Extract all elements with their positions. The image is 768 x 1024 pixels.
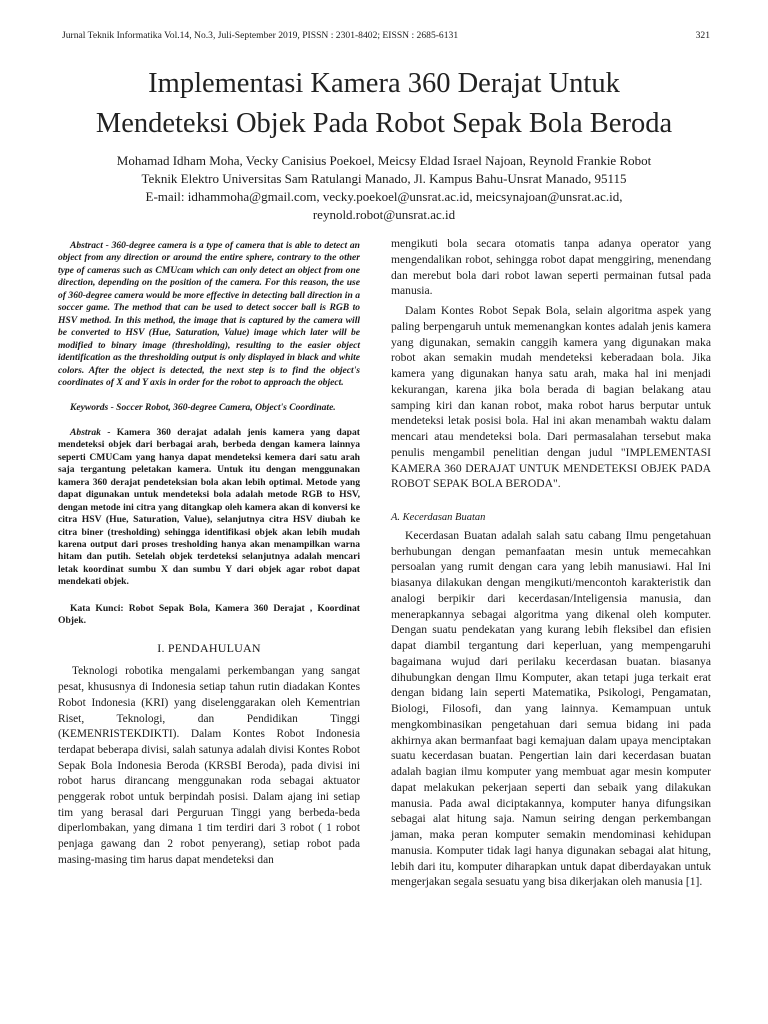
section-heading-pendahuluan: I. PENDAHULUAN bbox=[157, 640, 261, 655]
page-number: 321 bbox=[695, 30, 710, 41]
body-paragraph: Kecerdasan Buatan adalah salah satu cabang Ilmu pengetahuan berhubungan dengan pemanfaatan mesin untuk memecahkan persoalan yang rumit dengan cara yang lebih manusiawi. Hal Ini biasanya dilakukan dengan mengikuti/mencontoh karakteristik dan analogi berpikir dari kecerdasan/Inteligensia manusia, dan menerapkannya sebagai algoritma yang dikenal oleh komputer. Dengan suatu pendekatan yang kurang lebih fleksibel dan efisien dapat diambil tergantung dari keperluan, yang mempengaruhi bagaimana wujud dari perilaku kecerdasan buatan. biasanya dihubungkan dengan Ilmu Komputer, akan tetapi juga terkait erat dengan bidang lain seperti Matematika, Psikologi, Pengamatan, Biologi, Filosofi, dan yang lainnya. Kemampuan untuk mengkombinasikan pengetahuan dari semua bidang ini pada akhirnya akan bermanfaat bagi kemajuan dalam upaya menciptakan suatu kecerdasan buatan. Pengertian lain dari kecerdasan buatan adalah bagian ilmu komputer yang membuat agar mesin komputer dapat melakukan pekerjaan seperti dan sebaik yang dilakukan manusia. Pada awal diciptakannya, komputer hanya difungsikan sebagai alat hitung saja. Namun seiring dengan perkembangan jaman, maka peran komputer semakin mendominasi kehidupan manusia. Komputer tidak lagi hanya digunakan sebagai alat hitung, lebih dari itu, komputer diharapkan untuk dapat diberdayakan untuk mengerjakan segala sesuatu yang bisa dikerjakan oleh manusia [1]. bbox=[391, 528, 711, 889]
abstract-indonesian-lead: Abstrak bbox=[70, 426, 101, 438]
body-paragraph: Dalam Kontes Robot Sepak Bola, selain algoritma aspek yang paling berpengaruh untuk memenangkan kontes adalah jenis kamera yang digunakan, semakin canggih kamera yang digunakan maka robot akan semakin mudah mendeteksi keberadaan bola. Jika kamera yang digunakan hanya satu arah, maka hal ini menjadi kekurangan, karena jika bola berada di bagian belakang atau samping kiri dan kanan robot, maka robot harus berputar untuk mendeteksi letak posisi bola. Hal ini akan menambah waktu dalam mencari atau mendeteksi bola. Dari permasalahan tersebut maka penulis mengambil penelitian dengan judul "IMPLEMENTASI KAMERA 360 DERAJAT UNTUK MENDETEKSI OBJEK PADA ROBOT SEPAK BOLA BERODA". bbox=[391, 304, 711, 491]
keywords-english: Keywords - Soccer Robot, 360-degree Camera, Object's Coordinate. bbox=[70, 402, 336, 414]
body-paragraph: mengikuti bola secara otomatis tanpa adanya operator yang mengendalikan robot, sehingga robot dapat menggiring, menendang dan merebut bola dari robot lawan seperti permainan futsal pada manusia. bbox=[391, 237, 711, 298]
title-line-2: Mendeteksi Objek Pada Robot Sepak Bola Beroda bbox=[95, 108, 673, 139]
title-line-1: Implementasi Kamera 360 Derajat Untuk bbox=[148, 68, 620, 99]
paper-title bbox=[40, 64, 728, 144]
author-emails-line-1: E-mail: idhammoha@gmail.com, vecky.poekoel@unsrat.ac.id, meicsynajoan@unsrat.ac.id, bbox=[145, 189, 623, 204]
running-header bbox=[62, 30, 710, 41]
author-emails-line-2: reynold.robot@unsrat.ac.id bbox=[312, 207, 456, 222]
right-column bbox=[391, 236, 711, 890]
body-paragraph: Teknologi robotika mengalami perkembangan yang sangat pesat, khususnya di Indonesia setiap tahun rutin diadakan Kontes Robot Indonesia (KRI) yang diselenggarakan oleh Kementrian Riset, Teknologi, dan Pendidikan Tinggi (KEMENRISTEKDIKTI). Dalam Kontes Robot Indonesia terdapat beberapa divisi, salah satunya adalah divisi Kontes Robot Sepak Bola Indonesia Beroda (KRSBI Beroda), pada divisi ini robot harus dirancang menggunakan roda sebagai aktuator penggerak robot untuk berpindah posisi. Dalam ajang ini setiap tim yang berasal dari Perguruan Tinggi yang berbeda-beda diperlombakan, yang dimana 1 tim terdiri dari 3 robot ( 1 robot penjaga gawang dan 2 robot penyerang), setiap robot pada masing-masing tim harus dapat mendeteksi dan bbox=[58, 665, 360, 866]
abstract-english: Abstract - 360-degree camera is a type of camera that is able to detect an object from any direction or around the entire sphere, contrary to the other type of cameras such as CMUcam which can only detect an object from one direction, depending on the position of the camera. For this reason, the use of 360-degree camera would be more effective in detecting ball direction in a soccer game. The method that can be used to detect soccer ball is RGB to HSV method. In this method, the image that is captured by the camera will be converted to HSV (Hue, Saturation, Value) image which later will be modified to binary image (thresholding), resulting to the easier object identification as the thresholding output is only displayed in black and white colors. After the object is detected, the next step is to find the object's coordinates of X and Y axis in order for the robot to approach the object. bbox=[58, 240, 360, 388]
author-names: Mohamad Idham Moha, Vecky Canisius Poekoel, Meicsy Eldad Israel Najoan, Reynold Frankie Robot bbox=[116, 153, 652, 168]
left-column bbox=[58, 240, 360, 869]
subsection-heading-kecerdasan-buatan: A. Kecerdasan Buatan bbox=[391, 512, 486, 523]
journal-citation: Jurnal Teknik Informatika Vol.14, No.3, Juli-September 2019, PISSN : 2301-8402; EISSN : 2685-6131 bbox=[62, 30, 459, 41]
keywords-indonesian: Kata Kunci: Robot Sepak Bola, Kamera 360 Derajat , Koordinat Objek. bbox=[58, 602, 360, 627]
abstract-indonesian-text: - Kamera 360 derajat adalah jenis kamera yang dapat mendeteksi objek dari berbagai arah, berbeda dengan kamera lainnya seperti CMUCam yang hanya dapat mendeteksi kemera dari satu arah saja tergantung peletakan kamera. Untuk itu dengan menggunakan kamera 360 derajat pendeteksian bola akan lebih optimal. Metode yang dapat digunakan untuk mendeteksi bola adalah metode RGB to HSV, dengan metode ini citra yang ditangkap oleh kamera akan di konversi ke citra HSV (Hue, Saturation, Value), selanjutnya citra HSV diubah ke citra biner (tresholding) sehingga identifikasi objek akan lebih mudah karena output dari proses tresholding hanya akan menampilkan warna hitam dan putih. Setelah objek terdeteksi selanjutnya adalah mencari letak koordinat sumbu X dan sumbu Y dari objek agar robot dapat mendekati objek. bbox=[58, 426, 360, 588]
author-affiliation: Teknik Elektro Universitas Sam Ratulangi Manado, Jl. Kampus Bahu-Unsrat Manado, 95115 bbox=[141, 171, 627, 186]
abstract-indonesian bbox=[58, 427, 360, 589]
author-block bbox=[60, 152, 708, 224]
